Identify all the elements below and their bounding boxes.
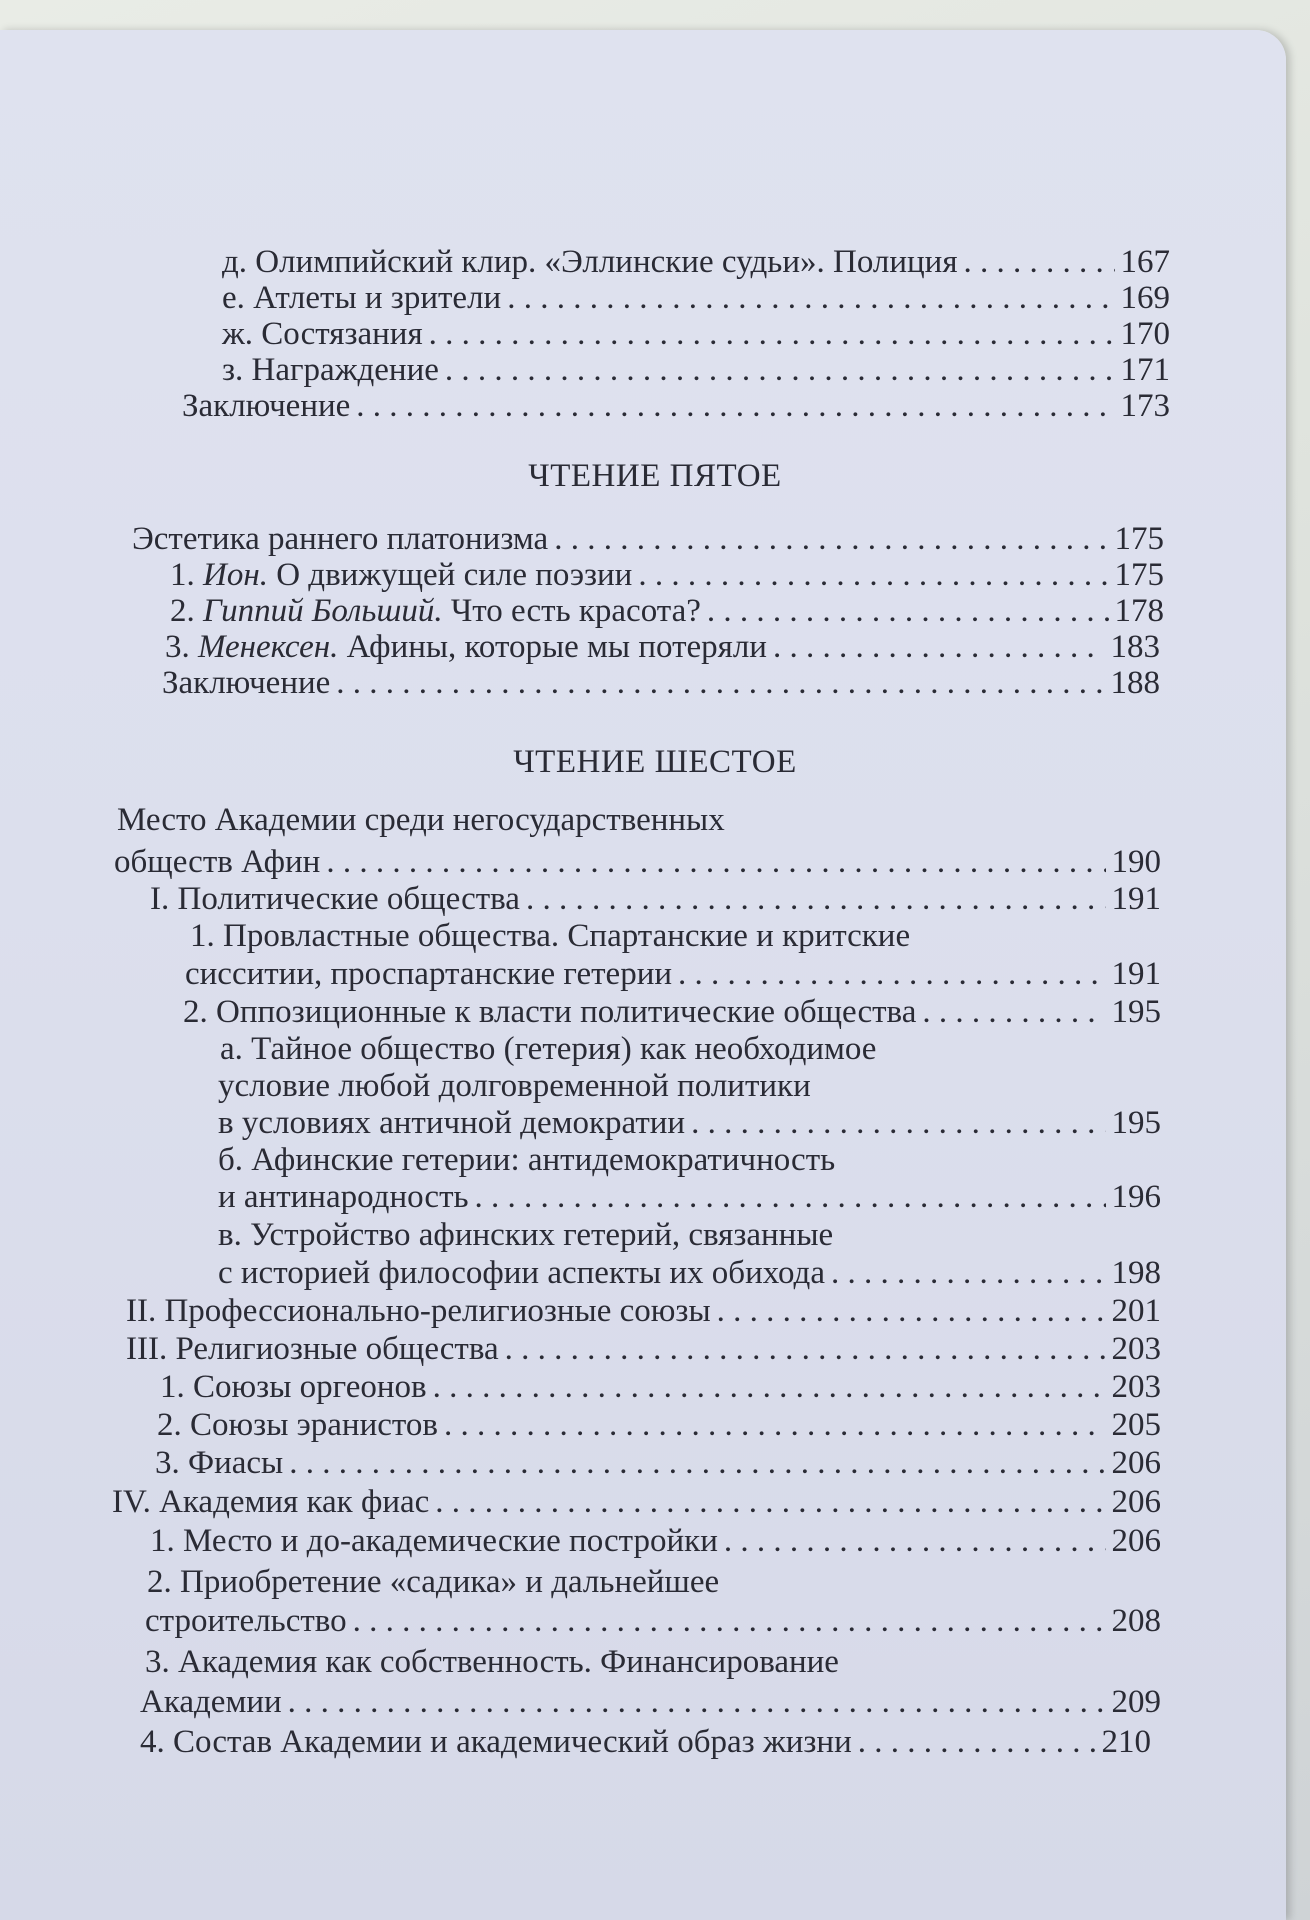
toc-entry-title: сисситии, проспартанские гетерии	[185, 956, 673, 992]
toc-entry-title: 2. Союзы эранистов	[157, 1407, 438, 1443]
toc-page-number: 170	[1120, 316, 1170, 352]
toc-entry-title: 1. Союзы оргеонов	[160, 1369, 427, 1405]
toc-page-number: 209	[1111, 1684, 1161, 1720]
toc-entry	[126, 1330, 1161, 1368]
toc-entry-title: 1. Провластные общества. Спартанские и критские	[190, 918, 911, 954]
toc-page-number: 206	[1111, 1484, 1161, 1520]
toc-entry	[126, 1292, 1161, 1330]
toc-entry	[160, 1368, 1161, 1406]
toc-entry	[222, 315, 1170, 353]
toc-entry	[218, 1254, 1161, 1292]
toc-entry	[218, 1178, 1161, 1216]
toc-entry	[183, 993, 1161, 1031]
toc-entry	[140, 1683, 1161, 1721]
toc-page-number: 203	[1111, 1331, 1161, 1367]
toc-entry-title: I. Политические общества	[150, 881, 520, 917]
toc-entry	[218, 1104, 1161, 1142]
toc-entry-title: ж. Состязания	[222, 316, 423, 352]
leader-dots	[433, 1368, 1106, 1406]
leader-dots	[922, 993, 1105, 1031]
leader-dots	[289, 1444, 1105, 1482]
toc-page-number: 203	[1111, 1369, 1161, 1405]
leader-dots	[353, 1602, 1106, 1640]
toc-entry-title: 3. Фиасы	[155, 1445, 284, 1481]
toc-page-number: 175	[1114, 557, 1164, 593]
leader-dots	[445, 351, 1115, 389]
toc-entry-title: в условиях античной демократии	[218, 1105, 686, 1141]
entry-number: 3.	[165, 629, 198, 665]
section-heading: ЧТЕНИЕ ШЕСТОЕ	[513, 744, 797, 780]
toc-page-number: 205	[1111, 1407, 1161, 1443]
leader-dots	[475, 1178, 1106, 1216]
leader-dots	[773, 628, 1105, 666]
toc-entry-title: III. Религиозные общества	[126, 1331, 499, 1367]
leader-dots	[554, 520, 1108, 558]
toc-page-number: 206	[1111, 1445, 1161, 1481]
section-heading: ЧТЕНИЕ ПЯТОЕ	[528, 458, 782, 494]
leader-dots	[288, 1683, 1106, 1721]
toc-entry-title: Эстетика раннего платонизма	[132, 521, 549, 557]
toc-page-number: 196	[1111, 1179, 1161, 1215]
leader-dots	[429, 315, 1115, 353]
leader-dots	[356, 387, 1114, 425]
toc-entry-title: Заключение	[182, 388, 351, 424]
toc-page-number: 198	[1111, 1255, 1161, 1291]
toc-entry-title: Место Академии среди негосударственных	[117, 802, 725, 838]
toc-entry	[150, 1522, 1161, 1560]
entry-italic-title: Менексен.	[198, 629, 339, 665]
toc-entry	[132, 520, 1164, 558]
toc-entry-title: 1. Место и до-академические постройки	[150, 1523, 718, 1559]
toc-page-number: 167	[1120, 244, 1170, 280]
toc-page-number: 208	[1111, 1603, 1161, 1639]
leader-dots	[717, 1292, 1106, 1330]
toc-page-number: 183	[1110, 629, 1160, 665]
leader-dots	[964, 243, 1115, 281]
toc-entry	[162, 664, 1160, 702]
entry-number: 1.	[170, 557, 203, 593]
toc-page-number: 173	[1120, 388, 1170, 424]
toc-entry	[145, 1602, 1161, 1640]
toc-page-number: 171	[1120, 352, 1170, 388]
entry-number: 2.	[170, 593, 203, 629]
toc-entry-title	[165, 628, 767, 666]
toc-page-number: 206	[1111, 1523, 1161, 1559]
leader-dots	[858, 1723, 1096, 1761]
toc-entry-title: IV. Академия как фиас	[112, 1484, 430, 1520]
leader-dots	[707, 592, 1109, 630]
toc-page-number: 191	[1111, 881, 1161, 917]
toc-page-number: 195	[1111, 1105, 1161, 1141]
toc-entry	[185, 955, 1161, 993]
leader-dots	[691, 1104, 1105, 1142]
entry-subtitle: Что есть красота?	[442, 593, 701, 629]
entry-subtitle: Афины, которые мы потеряли	[338, 629, 767, 665]
toc-entry-title: II. Профессионально-религиозные союзы	[126, 1293, 711, 1329]
toc-entry	[222, 279, 1170, 317]
toc-entry	[165, 628, 1160, 666]
leader-dots	[724, 1522, 1106, 1560]
toc-entry	[170, 592, 1164, 630]
toc-entry-title: с историей философии аспекты их обихода	[218, 1255, 825, 1291]
leader-dots	[326, 843, 1105, 881]
toc-entry	[155, 1444, 1161, 1482]
leader-dots	[435, 1483, 1105, 1521]
leader-dots	[507, 279, 1114, 317]
toc-entry-title: 2. Приобретение «садика» и дальнейшее	[147, 1564, 720, 1600]
toc-entry	[222, 243, 1170, 281]
leader-dots	[831, 1254, 1106, 1292]
leader-dots	[336, 664, 1104, 702]
toc-page-number: 191	[1111, 956, 1161, 992]
leader-dots	[444, 1406, 1106, 1444]
toc-entry-title: е. Атлеты и зрители	[222, 280, 502, 316]
toc-page-number: 178	[1114, 593, 1164, 629]
toc-page-number: 169	[1120, 280, 1170, 316]
toc-entry	[170, 556, 1164, 594]
leader-dots	[638, 556, 1108, 594]
toc-entry-title: д. Олимпийский клир. «Эллинские судьи». Полиция	[222, 244, 958, 280]
toc-entry-title: а. Тайное общество (гетерия) как необходимое	[220, 1031, 877, 1067]
toc-entry-title	[170, 592, 701, 630]
toc-page-number: 210	[1101, 1724, 1151, 1760]
toc-entry-title: Академии	[140, 1684, 282, 1720]
toc-page-number: 188	[1110, 665, 1160, 701]
entry-italic-title: Ион.	[203, 557, 268, 593]
leader-dots	[678, 955, 1105, 993]
entry-italic-title: Гиппий Больший.	[203, 593, 443, 629]
toc-entry	[112, 1483, 1161, 1521]
leader-dots	[526, 880, 1106, 918]
toc-entry-title: 3. Академия как собственность. Финансирование	[145, 1644, 839, 1680]
toc-entry-title: и антинародность	[218, 1179, 469, 1215]
entry-subtitle: О движущей силе поэзии	[267, 557, 633, 593]
toc-entry-title: з. Награждение	[222, 352, 439, 388]
toc-entry-title: 2. Оппозиционные к власти политические общества	[183, 994, 917, 1030]
toc-page-number: 190	[1111, 844, 1161, 880]
toc-entry-title: Заключение	[162, 665, 331, 701]
toc-entry-title: условие любой долговременной политики	[218, 1068, 811, 1104]
toc-entry-title: в. Устройство афинских гетерий, связанные	[218, 1217, 834, 1253]
toc-entry-title: 4. Состав Академии и академический образ жизни	[140, 1724, 852, 1760]
toc-entry	[114, 843, 1161, 881]
toc-entry-title: б. Афинские гетерии: антидемократичность	[218, 1142, 836, 1178]
toc-page-number: 175	[1114, 521, 1164, 557]
toc-entry	[150, 880, 1161, 918]
leader-dots	[505, 1330, 1106, 1368]
toc-page-number: 201	[1111, 1293, 1161, 1329]
toc-entry	[222, 351, 1170, 389]
toc-entry-title: обществ Афин	[114, 844, 321, 880]
toc-entry-title	[170, 556, 632, 594]
toc-entry	[140, 1723, 1151, 1761]
toc-page-number: 195	[1111, 994, 1161, 1030]
toc-entry-title: строительство	[145, 1603, 347, 1639]
toc-entry	[182, 387, 1170, 425]
toc-entry	[157, 1406, 1161, 1444]
